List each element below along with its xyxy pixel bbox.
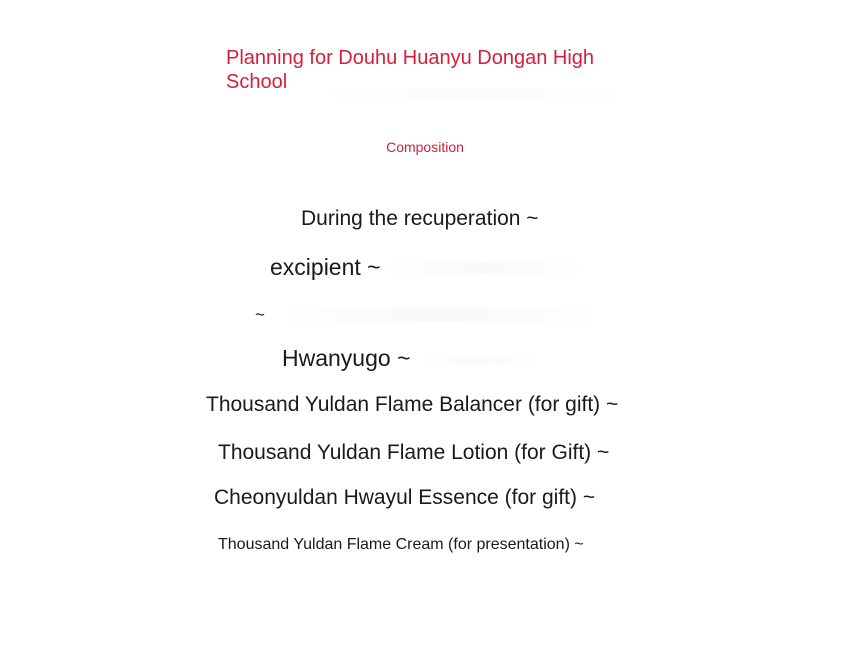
- list-item: Thousand Yuldan Flame Balancer (for gift) ~: [206, 393, 619, 416]
- list-item: During the recuperation ~: [301, 207, 539, 230]
- section-subtitle: Composition: [386, 139, 464, 155]
- list-item: ~: [255, 305, 265, 324]
- scan-smudge: [320, 88, 630, 98]
- list-item: Thousand Yuldan Flame Lotion (for Gift) ~: [218, 441, 610, 464]
- scan-smudge: [385, 262, 585, 274]
- scan-smudge: [280, 308, 600, 322]
- document-title: Planning for Douhu Huanyu Dongan High School: [226, 47, 595, 93]
- scan-smudge: [420, 356, 540, 366]
- list-item: Thousand Yuldan Flame Cream (for presentation) ~: [218, 536, 584, 553]
- list-item: excipient ~: [270, 254, 381, 280]
- list-item: Cheonyuldan Hwayul Essence (for gift) ~: [214, 486, 596, 509]
- list-item: Hwanyugo ~: [282, 345, 411, 371]
